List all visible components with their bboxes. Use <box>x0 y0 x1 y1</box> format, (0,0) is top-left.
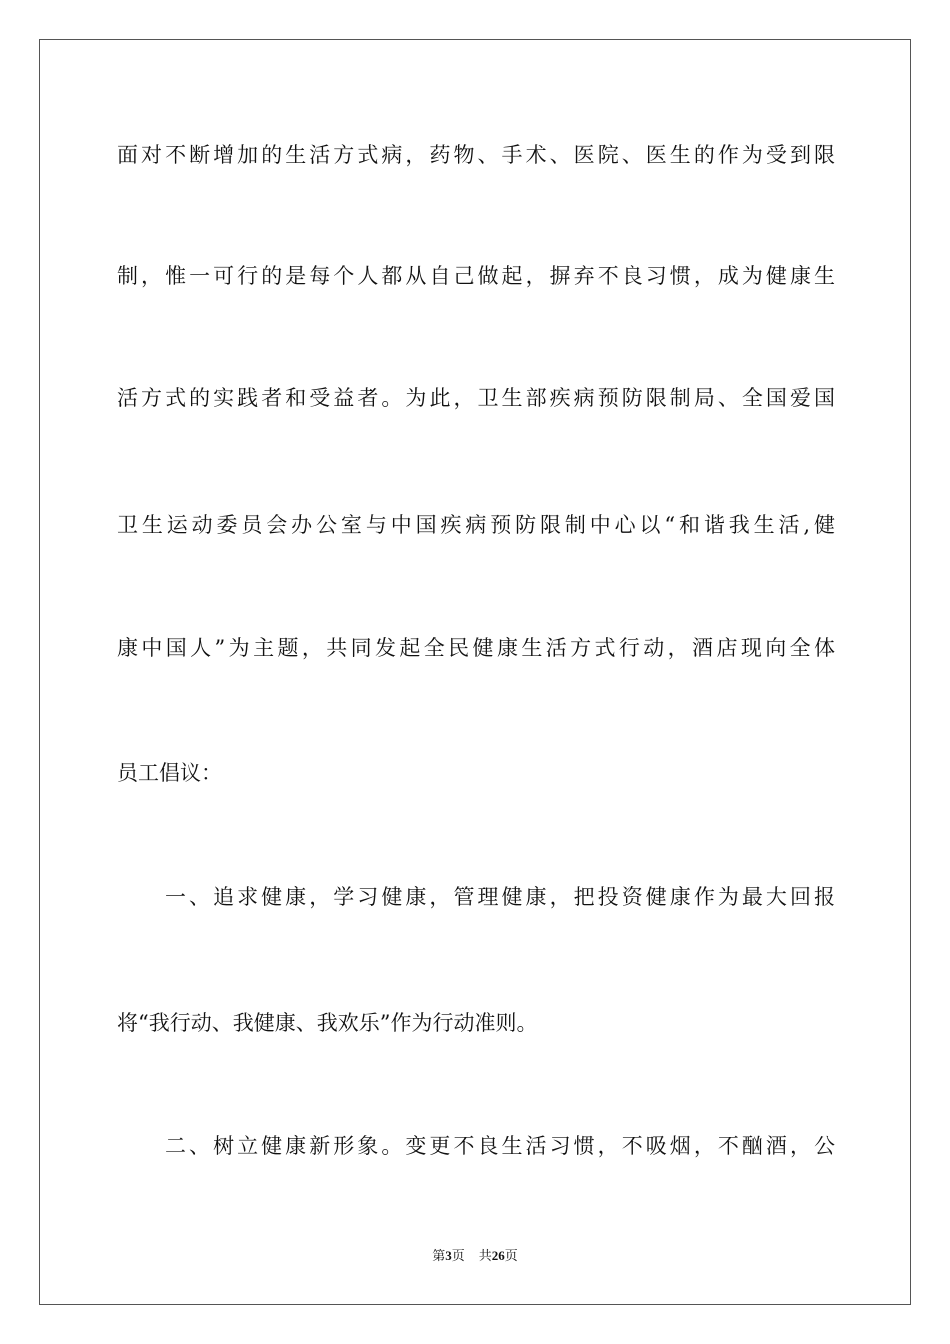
body-line-8: 将“我行动、我健康、我欢乐”作为行动准则。 <box>117 1011 538 1035</box>
page-prefix: 第 <box>432 1248 446 1263</box>
body-line-5: 康中国人”为主题，共同发起全民健康生活方式行动，酒店现向全体 <box>117 636 835 660</box>
page-footer <box>0 1246 950 1266</box>
page-frame <box>39 39 911 1305</box>
page-number: 3 <box>445 1248 452 1263</box>
body-line-2: 制，惟一可行的是每个人都从自己做起，摒弃不良习惯，成为健康生 <box>117 264 835 288</box>
total-prefix: 共 <box>478 1248 492 1263</box>
total-pages: 26 <box>491 1248 505 1263</box>
body-line-7: 一、追求健康，学习健康，管理健康，把投资健康作为最大回报 <box>165 885 835 909</box>
body-line-6: 员工倡议： <box>117 761 222 785</box>
body-line-1: 面对不断增加的生活方式病，药物、手术、医院、医生的作为受到限 <box>117 143 835 167</box>
page-suffix: 页 <box>451 1248 465 1263</box>
body-line-4: 卫生运动委员会办公室与中国疾病预防限制中心以“和谐我生活,健 <box>117 513 835 537</box>
total-suffix: 页 <box>504 1248 518 1263</box>
body-line-3: 活方式的实践者和受益者。为此，卫生部疾病预防限制局、全国爱国 <box>117 386 835 410</box>
body-line-9: 二、树立健康新形象。变更不良生活习惯，不吸烟，不酗酒，公 <box>165 1134 835 1158</box>
